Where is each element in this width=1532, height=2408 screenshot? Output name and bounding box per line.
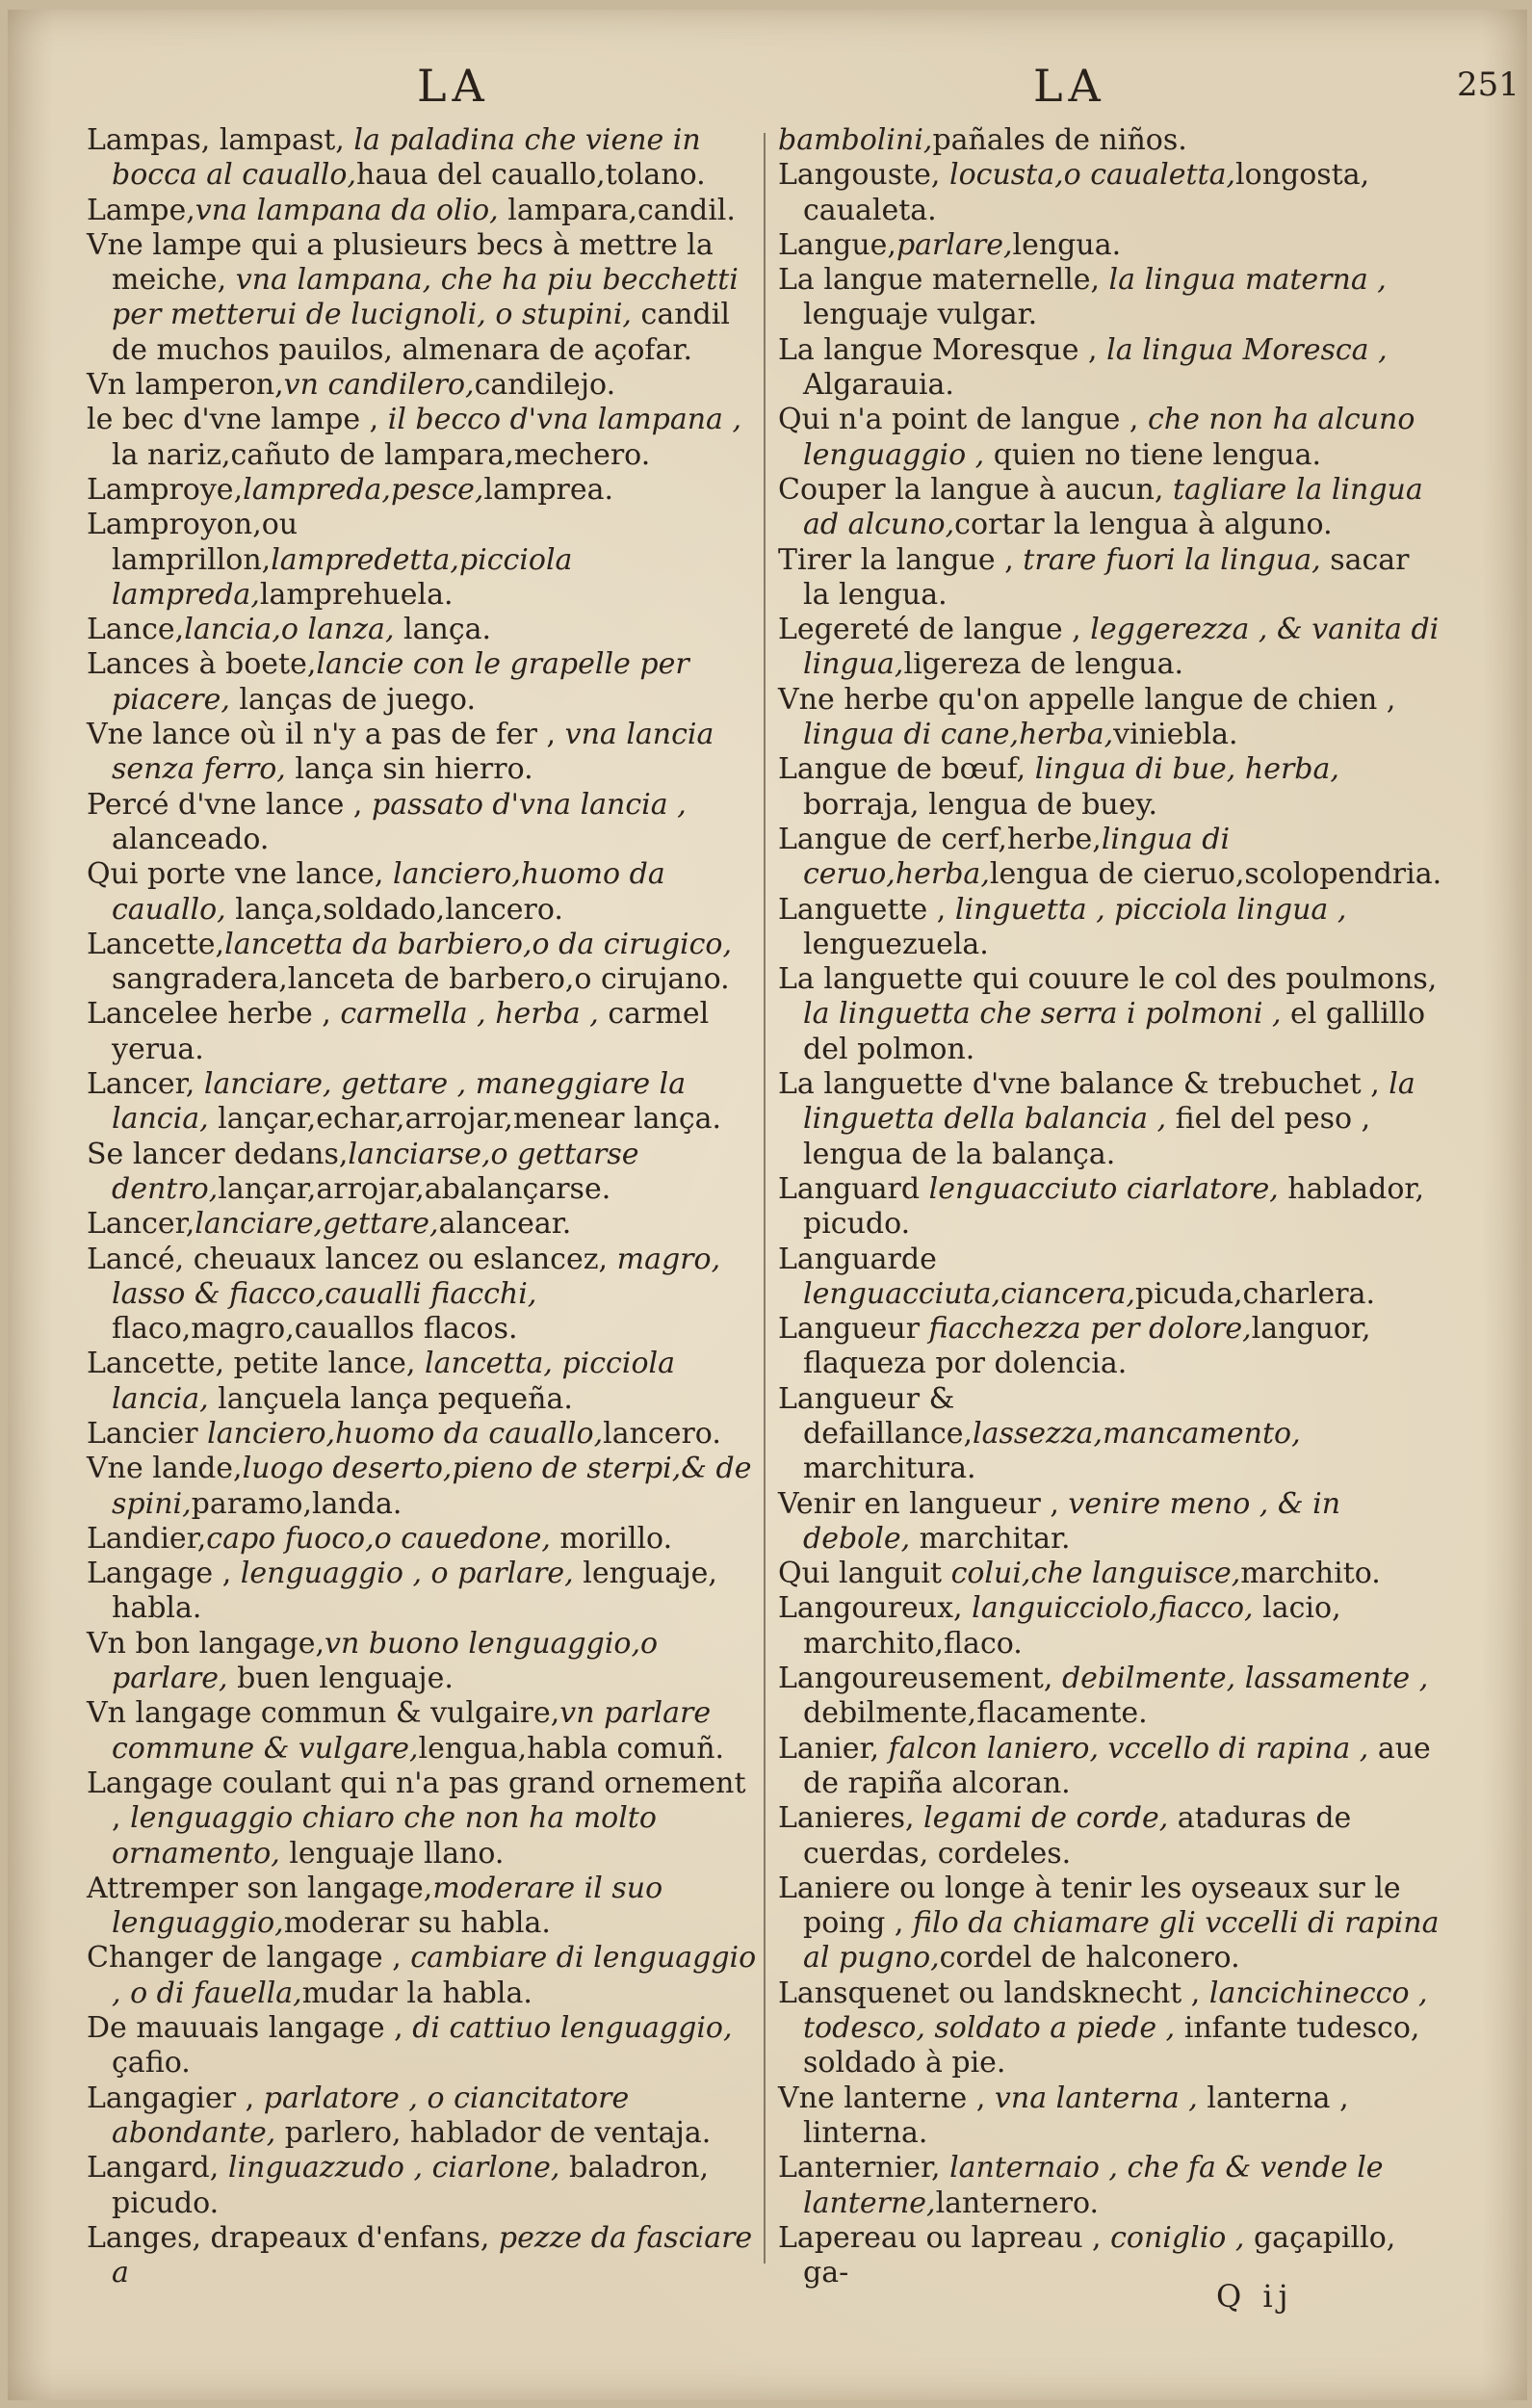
entry-text: infante tudesco, soldado à pie. — [803, 2011, 1420, 2081]
italian-gloss: vna lancia senza ferro, — [112, 718, 714, 787]
italian-gloss: lanciero,huomo da cauallo, — [112, 857, 665, 927]
entry-text: le bec d'vne lampe , — [87, 403, 388, 437]
dictionary-entry — [778, 752, 1442, 823]
italian-gloss: lancichinecco , todesco, soldato a piede , — [803, 1976, 1428, 2046]
italian-gloss: lingua di cane,herba, — [803, 718, 1114, 752]
entry-text: Lanternier, — [778, 2151, 950, 2186]
entry-text: la nariz,cañuto de lampara,mechero. — [112, 437, 651, 472]
dictionary-entry — [778, 893, 1442, 963]
italian-gloss: lampredetta,picciola lampreda, — [112, 542, 573, 612]
entry-text: borraja, lengua de buey. — [803, 787, 1157, 822]
entry-text: flaco,magro,cauallos flacos. — [112, 1312, 518, 1347]
entry-text: Vne lanterne , — [778, 2081, 995, 2115]
entry-text: candil de muchos pauilos, almenara de açofar. — [112, 298, 730, 367]
entry-text: Langue, — [778, 227, 896, 262]
entry-text: el gallillo del polmon. — [803, 997, 1426, 1066]
entry-text: aue de rapiña alcoran. — [803, 1731, 1431, 1800]
italian-gloss: lenguaggio chiaro che non ha molto ornamento, — [112, 1801, 657, 1871]
entry-text: mudar la habla. — [301, 1976, 532, 2010]
italian-gloss: vna lampana, che ha piu becchetti per metterui de lucignoli, o stupini, — [112, 263, 739, 332]
dictionary-entry — [778, 1067, 1442, 1172]
italian-gloss: lanternaio , che fa & vende le lanterne, — [803, 2151, 1384, 2220]
italian-gloss: lancie con le grapelle per piacere, — [112, 647, 689, 717]
dictionary-entry — [87, 403, 761, 473]
entry-text: picuda,charlera. — [1135, 1276, 1376, 1311]
italian-gloss: lenguacciuto ciarlatore, — [928, 1171, 1279, 1206]
entry-text: Vne lande, — [87, 1452, 243, 1486]
dictionary-entry — [778, 1487, 1442, 1557]
entry-text: De mauuais langage , — [87, 2011, 413, 2046]
italian-gloss: vn buono lenguaggio,o parlare, — [112, 1626, 659, 1696]
entry-text: Langue de bœuf, — [778, 752, 1035, 787]
dictionary-entry — [778, 1732, 1442, 1802]
italian-gloss: linguazzudo , ciarlone, — [227, 2151, 560, 2186]
entry-text: Se lancer dedans, — [87, 1137, 349, 1171]
entry-text: marchitura. — [803, 1452, 976, 1486]
entry-text: Languard — [778, 1171, 929, 1206]
right-column — [778, 123, 1442, 2290]
entry-text: lança. — [394, 613, 492, 647]
entry-text: lenguaje llano. — [279, 1836, 505, 1871]
dictionary-entry — [778, 543, 1442, 614]
italian-gloss: linguetta , picciola lingua , — [954, 892, 1347, 927]
italian-gloss: fiacchezza per dolore, — [928, 1312, 1252, 1347]
entry-text: lenguaje vulgar. — [803, 298, 1038, 332]
entry-text: La languette d'vne balance & trebuchet , — [778, 1067, 1389, 1102]
entry-text: carmel yerua. — [112, 997, 710, 1066]
entry-text: Langouste, — [778, 158, 949, 193]
dictionary-entry — [87, 928, 761, 998]
italian-gloss: la linguetta che serra i polmoni , — [803, 997, 1282, 1032]
entry-text: Lance, — [87, 613, 185, 647]
dictionary-entry — [778, 1591, 1442, 1662]
dictionary-entry — [87, 1417, 761, 1452]
entry-text: lanterna , linterna. — [803, 2081, 1349, 2150]
entry-text: Langue de cerf,herbe, — [778, 822, 1102, 856]
dictionary-entry — [778, 1662, 1442, 1732]
italian-gloss: lampreda,pesce, — [243, 472, 484, 507]
entry-text: Lamproye, — [87, 472, 244, 507]
italian-gloss: debilmente, lassamente , — [1061, 1662, 1429, 1696]
running-head-right: LA — [1033, 60, 1106, 112]
entry-text: morillo. — [550, 1521, 673, 1556]
dictionary-entry — [87, 1871, 761, 1942]
italian-gloss: di cattiuo lenguaggio, — [412, 2011, 733, 2046]
italian-gloss: lancia,o lanza, — [184, 613, 395, 647]
entry-text: lenguezuela. — [803, 927, 989, 961]
italian-gloss: moderare il suo lenguaggio, — [112, 1871, 663, 1941]
italian-gloss: filo da chiamare gli vccelli di rapina al pugno, — [803, 1906, 1440, 1976]
italian-gloss: parlare, — [896, 227, 1013, 262]
italian-gloss: lassezza,mancamento, — [973, 1416, 1301, 1451]
entry-text: Percé d'vne lance , — [87, 787, 373, 822]
dictionary-entry — [87, 1941, 761, 2011]
italian-gloss: venire meno , & in debole, — [803, 1486, 1341, 1556]
entry-text: Lancelee herbe , — [87, 997, 341, 1032]
dictionary-entry — [87, 1347, 761, 1417]
entry-text: lacio, marchito,flaco. — [803, 1591, 1341, 1661]
entry-text: candilejo. — [474, 368, 616, 403]
entry-text: Qui languit — [778, 1557, 951, 1591]
entry-text: haua del cauallo,tolano. — [356, 158, 706, 193]
entry-text: moderar su habla. — [283, 1906, 551, 1941]
dictionary-entry — [778, 2221, 1442, 2291]
column-divider — [764, 133, 766, 2264]
entry-text: lamprea. — [483, 472, 614, 507]
italian-gloss: leggerezza , & vanita di lingua, — [803, 613, 1440, 682]
dictionary-entry — [778, 1243, 1442, 1313]
dictionary-entry — [87, 718, 761, 788]
entry-text: Changer de langage , — [87, 1941, 411, 1976]
italian-gloss: vna lanterna , — [994, 2081, 1198, 2115]
entry-text: Algarauia. — [803, 368, 954, 403]
dictionary-entry — [87, 997, 761, 1067]
entry-text: La langue Moresque , — [778, 332, 1107, 367]
entry-text: quien no tiene lengua. — [984, 437, 1322, 472]
entry-text: lançar,echar,arrojar,menear lança. — [208, 1102, 722, 1137]
entry-text: lançar,arrojar,abalançarse. — [218, 1171, 611, 1206]
entry-text: Lampe, — [87, 193, 195, 227]
dictionary-entry — [778, 158, 1442, 228]
entry-text: lanças de juego. — [229, 682, 476, 717]
italian-gloss: lancetta, picciola lancia, — [112, 1347, 675, 1416]
entry-text: La languette qui couure le col des poulmons, — [778, 962, 1438, 997]
entry-text: Vn langage commun & vulgaire, — [87, 1696, 560, 1731]
italian-gloss: legami de corde, — [923, 1801, 1169, 1836]
dictionary-entry — [778, 263, 1442, 333]
italian-gloss: passato d'vna lancia , — [372, 787, 687, 822]
dictionary-entry — [87, 1452, 761, 1522]
entry-text: Lances à boete, — [87, 647, 317, 682]
entry-text: Lancer, — [87, 1207, 195, 1242]
italian-gloss: lingua di ceruo,herba, — [803, 822, 1231, 892]
italian-gloss: cambiare di lenguaggio , o di fauella, — [112, 1941, 757, 2010]
entry-text: Lancé, cheuaux lancez ou eslancez, — [87, 1242, 617, 1276]
entry-text: marchito. — [1240, 1557, 1381, 1591]
entry-text: cortar la lengua à alguno. — [954, 508, 1333, 542]
entry-text: marchitar. — [910, 1521, 1071, 1556]
entry-text: Laniere ou longe à tenir les oyseaux sur le poing , — [778, 1871, 1401, 1941]
italian-gloss: lingua di bue, herba, — [1034, 752, 1339, 787]
dictionary-entry — [778, 1172, 1442, 1243]
dictionary-entry — [778, 1312, 1442, 1382]
dictionary-entry — [778, 683, 1442, 753]
entry-text: Langoureusement, — [778, 1662, 1062, 1696]
entry-text: Langoureux, — [778, 1591, 973, 1626]
dictionary-entry — [778, 403, 1442, 473]
italian-gloss: che non ha alcuno lenguaggio , — [803, 403, 1415, 472]
italian-gloss: vna lampana da olio, — [195, 193, 499, 227]
entry-text: Legereté de langue , — [778, 613, 1091, 647]
entry-text: La langue maternelle, — [778, 263, 1109, 298]
entry-text: lengua de cieruo,scolopendria. — [989, 857, 1442, 892]
left-column — [87, 123, 761, 2290]
entry-text: Tirer la langue , — [778, 542, 1024, 577]
italian-gloss: vn candilero, — [283, 368, 475, 403]
italian-gloss: la linguetta della balancia , — [803, 1067, 1415, 1137]
entry-text: Langard, — [87, 2151, 228, 2186]
entry-text: lampara,candil. — [498, 193, 736, 227]
entry-text: Qui n'a point de langue , — [778, 403, 1148, 437]
entry-text: lamprehuela. — [259, 577, 454, 612]
entry-text: çafio. — [112, 2046, 191, 2081]
entry-text: Langagier , — [87, 2081, 264, 2115]
italian-gloss: la paladina che viene in bocca al cauallo, — [112, 123, 701, 193]
entry-text: Vne lance où il n'y a pas de fer , — [87, 718, 565, 752]
italian-gloss: magro, lasso & fiacco,caualli fiacchi, — [112, 1242, 721, 1311]
dictionary-entry — [87, 1767, 761, 1871]
italian-gloss: coniglio , — [1110, 2220, 1245, 2255]
italian-gloss: il becco d'vna lampana , — [387, 403, 742, 437]
dictionary-entry — [87, 2151, 761, 2221]
italian-gloss: pezze da fasciare a — [112, 2220, 753, 2290]
dictionary-entry — [87, 788, 761, 858]
italian-gloss: vn parlare commune & vulgare, — [112, 1696, 712, 1766]
entry-text: lança sin hierro. — [285, 752, 533, 787]
page-number: 251 — [1457, 65, 1519, 104]
dictionary-entry — [778, 613, 1442, 683]
entry-text: Lancer, — [87, 1067, 204, 1102]
dictionary-entry — [87, 123, 761, 194]
italian-gloss: lanciarse,o gettarse dentro, — [112, 1137, 639, 1206]
dictionary-entry — [87, 1522, 761, 1557]
dictionary-entry — [778, 123, 1442, 158]
dictionary-entry — [778, 1976, 1442, 2081]
entry-text: ligereza de lengua. — [903, 647, 1184, 682]
entry-text: Venir en langueur , — [778, 1486, 1069, 1521]
dictionary-entry — [778, 962, 1442, 1067]
entry-text: cordel de halconero. — [939, 1941, 1240, 1976]
entry-text: debilmente,flacamente. — [803, 1696, 1148, 1731]
dictionary-entry — [87, 2221, 761, 2291]
italian-gloss: locusta,o caualetta, — [949, 158, 1236, 193]
entry-text: pañales de niños. — [932, 123, 1187, 157]
entry-text: hablador, picudo. — [803, 1171, 1425, 1242]
dictionary-entry — [87, 647, 761, 718]
entry-text: Lansquenet ou landsknecht , — [778, 1976, 1209, 2010]
italian-gloss: la lingua Moresca , — [1106, 332, 1388, 367]
italian-gloss: trare fuori la lingua, — [1023, 542, 1321, 577]
dictionary-entry — [87, 1138, 761, 1208]
italian-gloss: lanciero,huomo da cauallo, — [207, 1416, 604, 1451]
entry-text: ataduras de cuerdas, cordeles. — [803, 1801, 1352, 1871]
dictionary-entry — [778, 1801, 1442, 1871]
dictionary-entry — [778, 2081, 1442, 2152]
entry-text: lengua. — [1012, 227, 1122, 262]
entry-text: alanceado. — [112, 822, 270, 856]
entry-text: parlero, hablador de ventaja. — [275, 2115, 712, 2150]
entry-text: Vne herbe qu'on appelle langue de chien , — [778, 682, 1396, 717]
signature-mark: Q ij — [1216, 2278, 1294, 2315]
dictionary-entry — [87, 1207, 761, 1242]
entry-text: Lanieres, — [778, 1801, 924, 1836]
italian-gloss: capo fuoco,o cauedone, — [206, 1521, 551, 1556]
italian-gloss: lenguaggio , o parlare, — [240, 1557, 574, 1591]
dictionary-entry — [87, 1067, 761, 1138]
dictionary-entry — [778, 1557, 1442, 1591]
italian-gloss: carmella , herba , — [340, 997, 599, 1032]
entry-text: lança,soldado,lancero. — [225, 892, 563, 927]
dictionary-entry — [87, 194, 761, 228]
dictionary-entry — [778, 1382, 1442, 1487]
dictionary-entry — [87, 1627, 761, 1697]
italian-gloss: parlatore , o ciancitatore abondante, — [112, 2081, 630, 2150]
entry-text: Lancette, petite lance, — [87, 1347, 426, 1381]
entry-text: Languette , — [778, 892, 955, 927]
italian-gloss: languicciolo,fiacco, — [972, 1591, 1254, 1626]
entry-text: Couper la langue à aucun, — [778, 472, 1173, 507]
entry-text: sangradera,lanceta de barbero,o cirujano. — [112, 962, 730, 997]
entry-text: Langueur — [778, 1312, 929, 1347]
entry-text: Vn bon langage, — [87, 1626, 325, 1661]
entry-text: buen lenguaje. — [227, 1662, 454, 1696]
book-page — [8, 10, 1527, 2400]
entry-text: Lapereau ou lapreau , — [778, 2220, 1111, 2255]
italian-gloss: lanciare, gettare , maneggiare la lancia, — [112, 1067, 687, 1137]
entry-text: paramo,landa. — [191, 1486, 402, 1521]
entry-text: longosta, caualeta. — [803, 158, 1370, 227]
entry-text: Languarde — [778, 1242, 937, 1276]
dictionary-entry — [778, 473, 1442, 543]
entry-text: lancero. — [603, 1416, 721, 1451]
dictionary-entry — [87, 2081, 761, 2152]
entry-text: Langage coulant qui n'a pas grand ornement , — [87, 1766, 746, 1836]
dictionary-entry — [87, 228, 761, 368]
dictionary-entry — [87, 1243, 761, 1348]
dictionary-entry — [87, 508, 761, 613]
italian-gloss: lanciare,gettare, — [195, 1207, 439, 1242]
entry-text: alancear. — [438, 1207, 572, 1242]
italian-gloss: luogo deserto,pieno de sterpi,& de spini, — [112, 1452, 752, 1521]
italian-gloss: lancetta da barbiero,o da cirugico, — [224, 927, 733, 961]
entry-text: Lamproyon,ou lamprillon, — [87, 508, 299, 577]
dictionary-entry — [778, 228, 1442, 263]
entry-text: lengua,habla comuñ. — [418, 1731, 725, 1766]
dictionary-entry — [87, 1696, 761, 1767]
entry-text: lançuela lança pequeña. — [208, 1381, 573, 1416]
entry-text: Langueur & defaillance, — [778, 1381, 974, 1451]
running-head-left: LA — [417, 60, 490, 112]
dictionary-entry — [778, 333, 1442, 404]
entry-text: Vn lamperon, — [87, 368, 284, 403]
dictionary-entry — [87, 613, 761, 647]
dictionary-entry — [778, 1871, 1442, 1976]
italian-gloss: falcon laniero, vccello di rapina , — [888, 1731, 1369, 1766]
entry-text: gaçapillo, ga- — [803, 2220, 1396, 2290]
entry-text: baladron, picudo. — [112, 2151, 710, 2220]
italian-gloss: colui,che languisce, — [950, 1557, 1241, 1591]
dictionary-entry — [87, 1557, 761, 1627]
entry-text: Langage , — [87, 1557, 241, 1591]
entry-text: Langes, drapeaux d'enfans, — [87, 2220, 499, 2255]
dictionary-entry — [87, 2011, 761, 2081]
entry-text: languor, flaqueza por dolencia. — [803, 1312, 1371, 1381]
entry-text: Lanier, — [778, 1731, 889, 1766]
entry-text: Lancette, — [87, 927, 225, 961]
entry-text: fiel del peso , lengua de la balança. — [803, 1102, 1371, 1171]
dictionary-entry — [778, 823, 1442, 893]
italian-gloss: la lingua materna , — [1108, 263, 1387, 298]
entry-text: lanternero. — [935, 2186, 1100, 2220]
dictionary-entry — [87, 473, 761, 508]
dictionary-entry — [87, 857, 761, 928]
entry-text: lenguaje, habla. — [112, 1557, 717, 1626]
entry-text: Attremper son langage, — [87, 1871, 433, 1905]
italian-gloss: tagliare la lingua ad alcuno, — [803, 472, 1423, 542]
entry-text: Lampas, lampast, — [87, 123, 354, 157]
entry-text: Vne lampe qui a plusieurs becs à mettre la meiche, — [87, 227, 714, 298]
italian-gloss: lenguacciuta,ciancera, — [803, 1276, 1135, 1311]
dictionary-entry — [87, 368, 761, 403]
italian-gloss: bambolini, — [778, 123, 933, 157]
entry-text: viniebla. — [1113, 718, 1238, 752]
entry-text: sacar la lengua. — [803, 542, 1410, 612]
entry-text: Lancier — [87, 1416, 208, 1451]
dictionary-entry — [778, 2151, 1442, 2221]
entry-text: Landier, — [87, 1521, 207, 1556]
entry-text: Qui porte vne lance, — [87, 857, 393, 892]
